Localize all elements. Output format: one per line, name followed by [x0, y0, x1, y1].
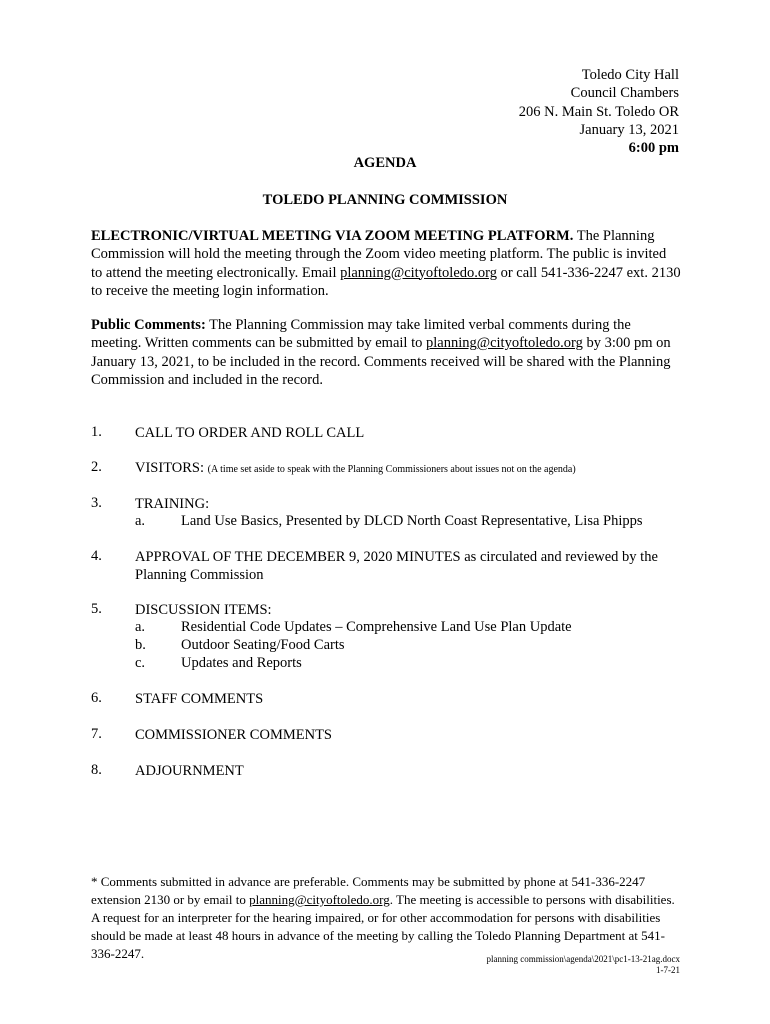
public-comments-paragraph: Public Comments: The Planning Commission may take limited verbal comments during the meeting. Written comments can be submitted by email to planning@cityoftoledo.org by 3:00 pm on January 13, 2021, to be included in the record. Comments received will be shared with the Planning Commission and included in the record.: [91, 317, 671, 388]
address-line: Council Chambers: [570, 85, 679, 102]
agenda-item-text: STAFF COMMENTS: [135, 691, 264, 707]
meeting-intro-paragraph: ELECTRONIC/VIRTUAL MEETING VIA ZOOM MEETING PLATFORM. The Planning Commission will hold the meeting through the Zoom video meeting platform. The public is invited to attend the meeting electronically. Email planning@cityoftoledo.org or call 541-336-2247 ext. 2130 to receive the meeting login information.: [91, 228, 681, 299]
agenda-item-number: 2.: [91, 459, 102, 475]
agenda-item-number: 5.: [91, 601, 102, 617]
intro-lead: ELECTRONIC/VIRTUAL MEETING VIA ZOOM MEETING PLATFORM.: [91, 228, 574, 244]
agenda-subitem-text: Residential Code Updates – Comprehensive Land Use Plan Update: [181, 619, 572, 635]
agenda-item-number: 3.: [91, 495, 102, 511]
agenda-subitem-text: Outdoor Seating/Food Carts: [181, 637, 345, 653]
accessibility-footnote: * Comments submitted in advance are preferable. Comments may be submitted by phone at 541-336-2247 extension 2130 or by email to planning@cityoftoledo.org. The meeting is accessible to persons with disabilities. A request for an interpreter for the hearing impaired, or for other accommodation for persons with disabilities should be made at least 48 hours in advance of the meeting by calling the Toledo Planning Department at 541-336-2247.: [91, 874, 675, 961]
agenda-item-text: ADJOURNMENT: [135, 763, 244, 779]
document-title: AGENDA: [353, 155, 417, 171]
revision-date: 1-7-21: [656, 965, 680, 975]
commission-title: TOLEDO PLANNING COMMISSION: [262, 192, 508, 208]
agenda-item-text: DISCUSSION ITEMS:: [135, 602, 272, 618]
agenda-subitem-text: Updates and Reports: [181, 655, 302, 671]
agenda-item-text: TRAINING:: [135, 496, 210, 512]
agenda-item-text: VISITORS: (A time set aside to speak with the Planning Commissioners about issues not on the agenda): [135, 460, 576, 476]
meeting-location-block: [519, 66, 679, 157]
visitors-note: (A time set aside to speak with the Planning Commissioners about issues not on the agenda): [207, 464, 576, 475]
agenda-item-number: 8.: [91, 762, 102, 778]
public-comments-lead: Public Comments:: [91, 317, 206, 333]
agenda-subitem-letter: a.: [135, 619, 146, 635]
address-line: Toledo City Hall: [581, 67, 679, 83]
email-link[interactable]: planning@cityoftoledo.org: [249, 892, 390, 907]
email-link[interactable]: planning@cityoftoledo.org: [340, 264, 497, 281]
agenda-item-text: APPROVAL OF THE DECEMBER 9, 2020 MINUTES as circulated and reviewed by the Planning Commission: [135, 549, 658, 584]
agenda-item-number: 6.: [91, 690, 102, 706]
agenda-item-number: 1.: [91, 424, 102, 440]
meeting-time: 6:00 pm: [628, 140, 679, 157]
meeting-date: January 13, 2021: [579, 121, 679, 138]
address-line: 206 N. Main St. Toledo OR: [518, 103, 679, 120]
agenda-item-number: 7.: [91, 726, 102, 742]
agenda-subitem-letter: b.: [135, 637, 146, 653]
agenda-subitem-letter: c.: [135, 655, 146, 671]
agenda-item-text: COMMISSIONER COMMENTS: [135, 727, 332, 743]
agenda-item-number: 4.: [91, 548, 102, 564]
agenda-subitem-letter: a.: [135, 513, 146, 529]
agenda-item-text: CALL TO ORDER AND ROLL CALL: [135, 425, 365, 441]
email-link[interactable]: planning@cityoftoledo.org: [426, 335, 583, 352]
agenda-subitem-text: Land Use Basics, Presented by DLCD North Coast Representative, Lisa Phipps: [181, 513, 643, 529]
file-path: planning commission\agenda\2021\pc1-13-21ag.docx: [486, 954, 680, 964]
